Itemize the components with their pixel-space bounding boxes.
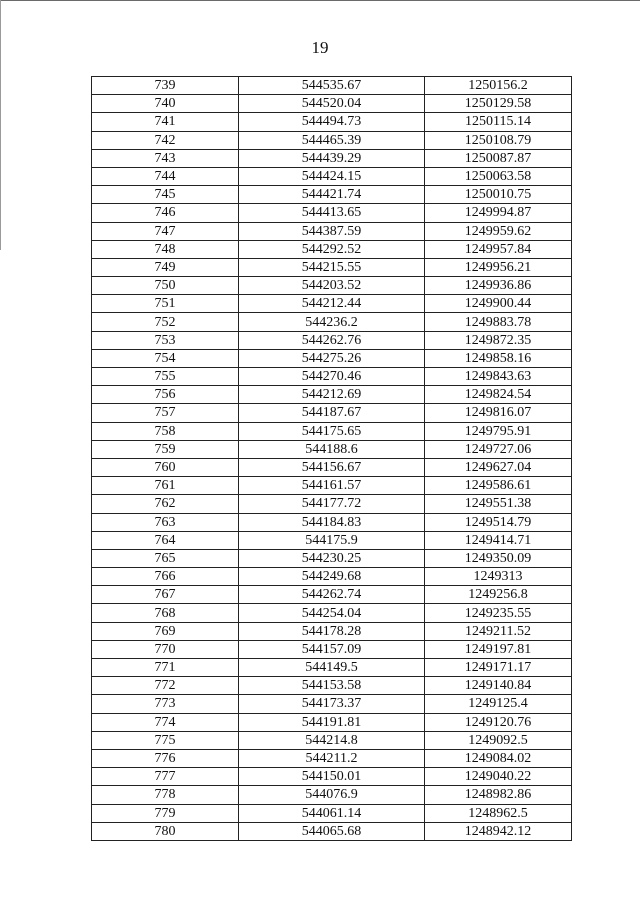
table-row [92, 768, 572, 786]
y-coordinate-cell: 1250115.14 [425, 113, 572, 131]
table-row [92, 622, 572, 640]
x-coordinate-cell: 544262.76 [239, 331, 425, 349]
x-coordinate-cell: 544187.67 [239, 404, 425, 422]
point-number-cell: 753 [92, 331, 239, 349]
x-coordinate-cell: 544161.57 [239, 477, 425, 495]
x-coordinate-cell: 544212.44 [239, 295, 425, 313]
y-coordinate-cell: 1249858.16 [425, 349, 572, 367]
y-coordinate-cell: 1249959.62 [425, 222, 572, 240]
table-row [92, 349, 572, 367]
point-number-cell: 757 [92, 404, 239, 422]
table-row [92, 822, 572, 840]
x-coordinate-cell: 544262.74 [239, 586, 425, 604]
point-number-cell: 739 [92, 77, 239, 95]
y-coordinate-cell: 1249235.55 [425, 604, 572, 622]
y-coordinate-cell: 1249140.84 [425, 677, 572, 695]
point-number-cell: 760 [92, 458, 239, 476]
point-number-cell: 743 [92, 149, 239, 167]
y-coordinate-cell: 1248962.5 [425, 804, 572, 822]
y-coordinate-cell: 1249313 [425, 568, 572, 586]
point-number-cell: 759 [92, 440, 239, 458]
y-coordinate-cell: 1250010.75 [425, 186, 572, 204]
point-number-cell: 744 [92, 167, 239, 185]
x-coordinate-cell: 544275.26 [239, 349, 425, 367]
point-number-cell: 771 [92, 659, 239, 677]
table-row [92, 677, 572, 695]
y-coordinate-cell: 1250087.87 [425, 149, 572, 167]
y-coordinate-cell: 1249350.09 [425, 549, 572, 567]
x-coordinate-cell: 544175.9 [239, 531, 425, 549]
point-number-cell: 746 [92, 204, 239, 222]
table-row [92, 713, 572, 731]
y-coordinate-cell: 1249872.35 [425, 331, 572, 349]
y-coordinate-cell: 1250156.2 [425, 77, 572, 95]
point-number-cell: 780 [92, 822, 239, 840]
x-coordinate-cell: 544387.59 [239, 222, 425, 240]
point-number-cell: 751 [92, 295, 239, 313]
table-row [92, 368, 572, 386]
page-number: 19 [311, 38, 329, 57]
point-number-cell: 775 [92, 731, 239, 749]
point-number-cell: 755 [92, 368, 239, 386]
x-coordinate-cell: 544061.14 [239, 804, 425, 822]
point-number-cell: 761 [92, 477, 239, 495]
y-coordinate-cell: 1249795.91 [425, 422, 572, 440]
point-number-cell: 766 [92, 568, 239, 586]
point-number-cell: 767 [92, 586, 239, 604]
table-row [92, 313, 572, 331]
table-row [92, 131, 572, 149]
point-number-cell: 747 [92, 222, 239, 240]
point-number-cell: 773 [92, 695, 239, 713]
y-coordinate-cell: 1249171.17 [425, 659, 572, 677]
table-row [92, 695, 572, 713]
x-coordinate-cell: 544177.72 [239, 495, 425, 513]
table-row [92, 568, 572, 586]
y-coordinate-cell: 1249551.38 [425, 495, 572, 513]
table-row [92, 749, 572, 767]
table-row [92, 531, 572, 549]
x-coordinate-cell: 544421.74 [239, 186, 425, 204]
table-row [92, 295, 572, 313]
x-coordinate-cell: 544150.01 [239, 768, 425, 786]
point-number-cell: 749 [92, 258, 239, 276]
table-row [92, 604, 572, 622]
x-coordinate-cell: 544254.04 [239, 604, 425, 622]
point-number-cell: 745 [92, 186, 239, 204]
table-row [92, 440, 572, 458]
x-coordinate-cell: 544424.15 [239, 167, 425, 185]
table-row [92, 113, 572, 131]
y-coordinate-cell: 1249824.54 [425, 386, 572, 404]
point-number-cell: 742 [92, 131, 239, 149]
x-coordinate-cell: 544494.73 [239, 113, 425, 131]
point-number-cell: 741 [92, 113, 239, 131]
y-coordinate-cell: 1249816.07 [425, 404, 572, 422]
x-coordinate-cell: 544439.29 [239, 149, 425, 167]
y-coordinate-cell: 1249197.81 [425, 640, 572, 658]
x-coordinate-cell: 544236.2 [239, 313, 425, 331]
point-number-cell: 778 [92, 786, 239, 804]
y-coordinate-cell: 1249256.8 [425, 586, 572, 604]
table-row [92, 786, 572, 804]
table-row [92, 549, 572, 567]
table-row [92, 222, 572, 240]
y-coordinate-cell: 1249900.44 [425, 295, 572, 313]
y-coordinate-cell: 1249994.87 [425, 204, 572, 222]
x-coordinate-cell: 544292.52 [239, 240, 425, 258]
table-row [92, 95, 572, 113]
table-row [92, 404, 572, 422]
table-row [92, 422, 572, 440]
y-coordinate-cell: 1248982.86 [425, 786, 572, 804]
y-coordinate-cell: 1249120.76 [425, 713, 572, 731]
table-row [92, 167, 572, 185]
point-number-cell: 748 [92, 240, 239, 258]
table-row [92, 258, 572, 276]
scan-edge-top [0, 0, 640, 1]
table-row [92, 149, 572, 167]
point-number-cell: 754 [92, 349, 239, 367]
y-coordinate-cell: 1248942.12 [425, 822, 572, 840]
point-number-cell: 768 [92, 604, 239, 622]
x-coordinate-cell: 544212.69 [239, 386, 425, 404]
point-number-cell: 774 [92, 713, 239, 731]
x-coordinate-cell: 544173.37 [239, 695, 425, 713]
y-coordinate-cell: 1249957.84 [425, 240, 572, 258]
point-number-cell: 763 [92, 513, 239, 531]
x-coordinate-cell: 544149.5 [239, 659, 425, 677]
point-number-cell: 758 [92, 422, 239, 440]
point-number-cell: 765 [92, 549, 239, 567]
y-coordinate-cell: 1250063.58 [425, 167, 572, 185]
point-number-cell: 777 [92, 768, 239, 786]
y-coordinate-cell: 1249084.02 [425, 749, 572, 767]
x-coordinate-cell: 544230.25 [239, 549, 425, 567]
x-coordinate-cell: 544270.46 [239, 368, 425, 386]
table-row [92, 186, 572, 204]
x-coordinate-cell: 544535.67 [239, 77, 425, 95]
coordinates-table-body [92, 77, 572, 841]
table-row [92, 586, 572, 604]
x-coordinate-cell: 544076.9 [239, 786, 425, 804]
x-coordinate-cell: 544214.8 [239, 731, 425, 749]
table-row [92, 804, 572, 822]
x-coordinate-cell: 544520.04 [239, 95, 425, 113]
point-number-cell: 740 [92, 95, 239, 113]
x-coordinate-cell: 544211.2 [239, 749, 425, 767]
point-number-cell: 779 [92, 804, 239, 822]
y-coordinate-cell: 1249936.86 [425, 277, 572, 295]
table-row [92, 640, 572, 658]
table-row [92, 659, 572, 677]
y-coordinate-cell: 1250108.79 [425, 131, 572, 149]
y-coordinate-cell: 1250129.58 [425, 95, 572, 113]
table-row [92, 477, 572, 495]
table-row [92, 204, 572, 222]
x-coordinate-cell: 544065.68 [239, 822, 425, 840]
x-coordinate-cell: 544156.67 [239, 458, 425, 476]
y-coordinate-cell: 1249843.63 [425, 368, 572, 386]
point-number-cell: 762 [92, 495, 239, 513]
point-number-cell: 770 [92, 640, 239, 658]
x-coordinate-cell: 544175.65 [239, 422, 425, 440]
table-row [92, 495, 572, 513]
y-coordinate-cell: 1249125.4 [425, 695, 572, 713]
x-coordinate-cell: 544157.09 [239, 640, 425, 658]
x-coordinate-cell: 544465.39 [239, 131, 425, 149]
x-coordinate-cell: 544178.28 [239, 622, 425, 640]
x-coordinate-cell: 544191.81 [239, 713, 425, 731]
y-coordinate-cell: 1249586.61 [425, 477, 572, 495]
point-number-cell: 776 [92, 749, 239, 767]
table-row [92, 731, 572, 749]
x-coordinate-cell: 544153.58 [239, 677, 425, 695]
point-number-cell: 772 [92, 677, 239, 695]
table-row [92, 277, 572, 295]
table-row [92, 240, 572, 258]
point-number-cell: 750 [92, 277, 239, 295]
x-coordinate-cell: 544203.52 [239, 277, 425, 295]
y-coordinate-cell: 1249414.71 [425, 531, 572, 549]
y-coordinate-cell: 1249956.21 [425, 258, 572, 276]
table-row [92, 458, 572, 476]
y-coordinate-cell: 1249514.79 [425, 513, 572, 531]
x-coordinate-cell: 544184.83 [239, 513, 425, 531]
x-coordinate-cell: 544249.68 [239, 568, 425, 586]
table-row [92, 77, 572, 95]
y-coordinate-cell: 1249883.78 [425, 313, 572, 331]
y-coordinate-cell: 1249211.52 [425, 622, 572, 640]
point-number-cell: 752 [92, 313, 239, 331]
table-row [92, 513, 572, 531]
x-coordinate-cell: 544215.55 [239, 258, 425, 276]
coordinates-table [91, 76, 572, 841]
y-coordinate-cell: 1249092.5 [425, 731, 572, 749]
x-coordinate-cell: 544188.6 [239, 440, 425, 458]
point-number-cell: 769 [92, 622, 239, 640]
point-number-cell: 756 [92, 386, 239, 404]
point-number-cell: 764 [92, 531, 239, 549]
table-row [92, 386, 572, 404]
y-coordinate-cell: 1249040.22 [425, 768, 572, 786]
y-coordinate-cell: 1249627.04 [425, 458, 572, 476]
y-coordinate-cell: 1249727.06 [425, 440, 572, 458]
table-row [92, 331, 572, 349]
x-coordinate-cell: 544413.65 [239, 204, 425, 222]
